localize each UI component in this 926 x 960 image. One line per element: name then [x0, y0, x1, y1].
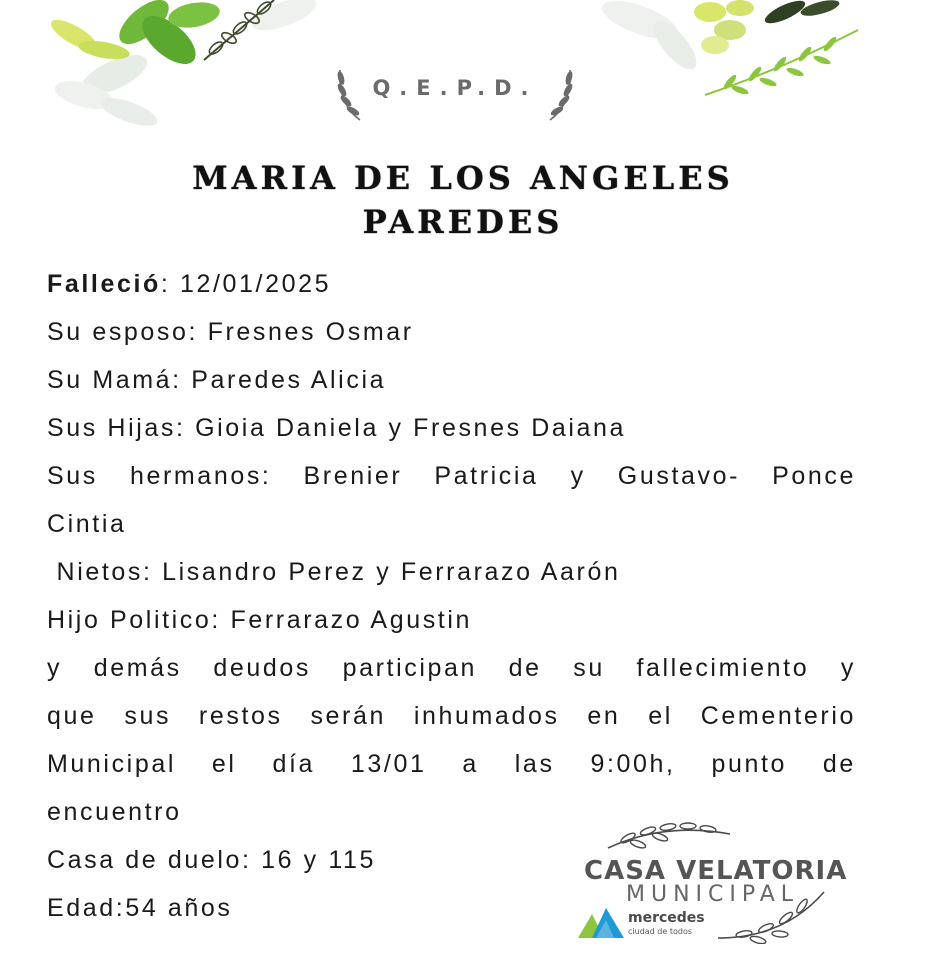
- word: Ponce: [772, 462, 856, 490]
- word: serán: [310, 702, 386, 730]
- logo-subtitle: MUNICIPAL: [626, 882, 800, 907]
- mourning-house-line: Casa de duelo: 16 y 115: [47, 846, 376, 874]
- word: a: [462, 750, 479, 778]
- word: Brenier: [303, 462, 403, 490]
- foliage-left-decoration: [44, 0, 344, 140]
- logo-brand: mercedes: [628, 910, 705, 926]
- age-line: Edad:54 años: [47, 894, 233, 922]
- spouse-line: Su esposo: Fresnes Osmar: [47, 318, 414, 346]
- daughters-line: Sus Hijas: Gioia Daniela y Fresnes Daiana: [47, 414, 627, 442]
- word: restos: [198, 702, 283, 730]
- word: y: [840, 654, 856, 682]
- word: Municipal: [47, 750, 177, 778]
- death-date-label: Falleció: [47, 270, 161, 298]
- deceased-name-line2: PAREDES: [362, 203, 564, 241]
- word: participan: [342, 654, 478, 682]
- deceased-name: [120, 156, 806, 244]
- siblings-line-continued: Cintia: [47, 510, 127, 538]
- word: el: [211, 750, 237, 778]
- word: de: [822, 750, 856, 778]
- grandchildren-line: Nietos: Lisandro Perez y Ferrarazo Aarón: [47, 558, 621, 586]
- death-date-value: : 12/01/2025: [160, 270, 332, 298]
- word: 13/01: [350, 750, 427, 778]
- mercedes-mark-icon: [578, 906, 624, 938]
- word: 9:00h,: [590, 750, 676, 778]
- word: de: [508, 654, 542, 682]
- logo-tagline: ciudad de todos: [628, 927, 693, 936]
- word: y: [570, 462, 586, 490]
- mourners-line-2: [47, 696, 856, 744]
- mourners-line-1: [47, 648, 856, 696]
- word: día: [272, 750, 316, 778]
- word: y: [47, 654, 63, 682]
- word: Sus: [47, 462, 98, 490]
- death-date-line: [47, 264, 856, 312]
- logo-branch-top-icon: [604, 818, 734, 858]
- word: que: [47, 702, 97, 730]
- word: las: [514, 750, 555, 778]
- word: en: [587, 702, 621, 730]
- word: punto: [711, 750, 787, 778]
- word: deudos: [213, 654, 311, 682]
- word: demás: [93, 654, 182, 682]
- mourners-line-4: encuentro: [47, 798, 182, 826]
- laurel-right-icon: [524, 64, 580, 124]
- logo-title: CASA VELATORIA: [584, 856, 848, 886]
- word: sus: [124, 702, 172, 730]
- mother-line: Su Mamá: Paredes Alicia: [47, 366, 387, 394]
- word: inhumados: [413, 702, 560, 730]
- foliage-right-decoration: [580, 0, 860, 110]
- word: Gustavo-: [617, 462, 741, 490]
- siblings-line: [47, 456, 856, 504]
- deceased-name-line1: MARIA DE LOS ANGELES: [192, 159, 734, 197]
- son-in-law-line: Hijo Politico: Ferrarazo Agustin: [47, 606, 473, 634]
- word: Cementerio: [700, 702, 856, 730]
- qepd-header: [330, 64, 580, 124]
- word: hermanos:: [129, 462, 272, 490]
- word: Patricia: [434, 462, 539, 490]
- qepd-title: Q.E.P.D.: [372, 76, 538, 100]
- word: el: [648, 702, 673, 730]
- logo-branch-bottom-icon: [714, 888, 834, 944]
- word: su: [573, 654, 605, 682]
- word: fallecimiento: [636, 654, 810, 682]
- mourners-line-3: [47, 744, 856, 792]
- casa-velatoria-logo: [574, 818, 854, 948]
